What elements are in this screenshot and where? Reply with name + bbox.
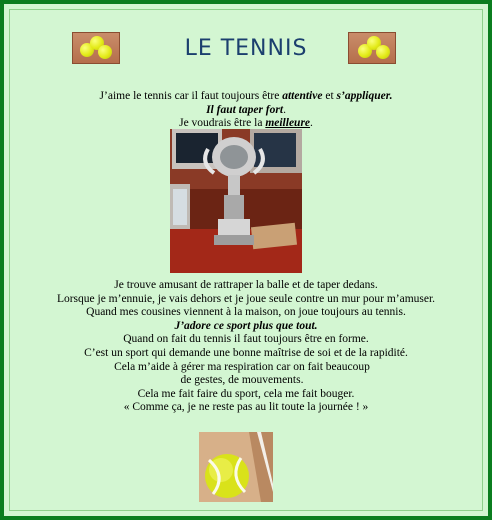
trophy-photo: [170, 129, 302, 273]
body-line: « Comme ça, je ne reste pas au lit toute la journée ! »: [123, 401, 369, 414]
page-title: LE TENNIS: [184, 36, 308, 61]
body-line: Je trouve amusant de rattraper la balle et de taper dedans.: [114, 279, 378, 291]
body-line: Cela me fait faire du sport, cela me fait bouger.: [137, 387, 355, 400]
body-line: Cela m’aide à gérer ma respiration car on fait beaucoup de gestes, de mouvements.: [114, 360, 370, 387]
intro-line: Je voudrais être la meilleure.: [179, 117, 313, 130]
body-line: C’est un sport qui demande une bonne maîtrise de soi et de la rapidité.: [84, 346, 408, 359]
intro-text: [4, 90, 488, 131]
tennis-balls-icon: [348, 32, 396, 64]
header: [4, 32, 488, 66]
body-text: [4, 279, 488, 415]
body-line: Quand mes cousines viennent à la maison, on joue toujours au tennis.: [86, 306, 406, 319]
intro-line: Il faut taper fort.: [206, 103, 286, 116]
body-line: J’adore ce sport plus que tout.: [174, 319, 318, 332]
intro-line: J’aime le tennis car il faut toujours être attentive et s’appliquer.: [99, 90, 393, 102]
tennis-ball-photo: [199, 432, 273, 502]
body-line: Quand on fait du tennis il faut toujours être en forme.: [123, 333, 369, 346]
body-line: Lorsque je m’ennuie, je vais dehors et je joue seule contre un mur pour m’amuser.: [56, 292, 436, 305]
